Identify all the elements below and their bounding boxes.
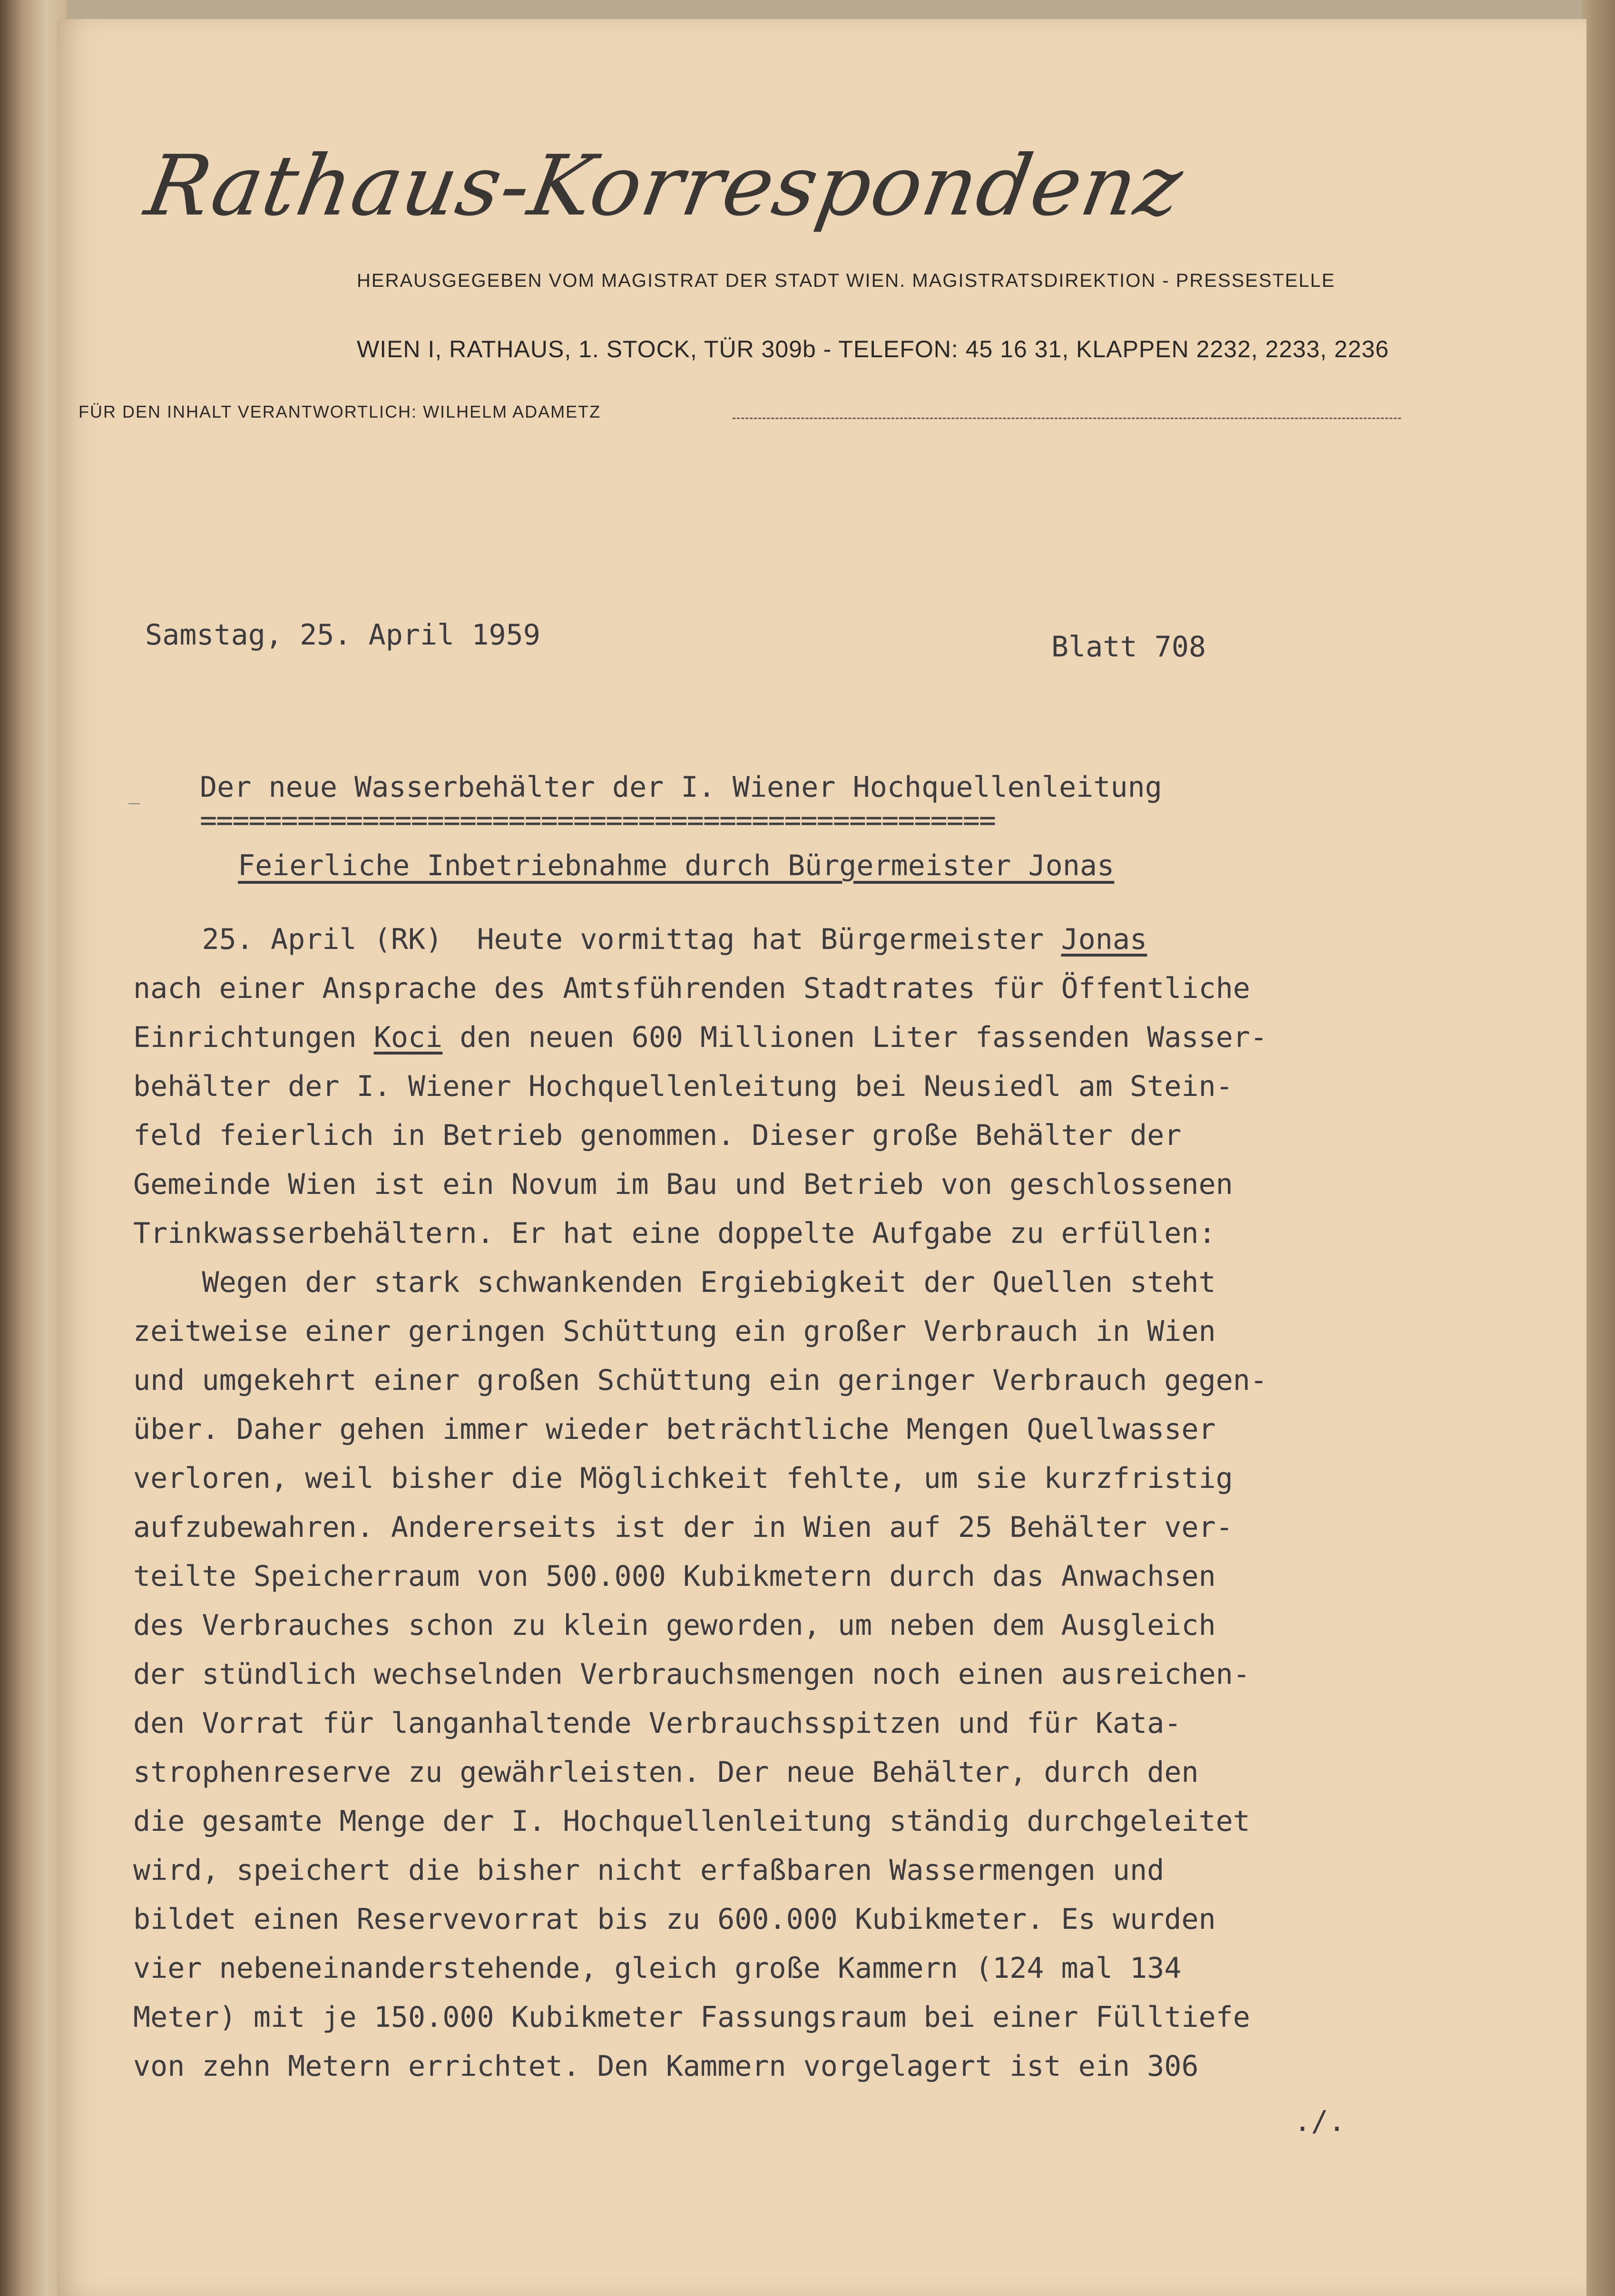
body-text: strophenreserve zu gewährleisten. Der neue Behälter, durch den [133, 1756, 1199, 1789]
body-text: der stündlich wechselnden Verbrauchsmengen noch einen ausreichen- [133, 1658, 1250, 1691]
body-line [133, 1315, 1216, 1348]
body-text: über. Daher gehen immer wieder beträchtliche Mengen Quellwasser [133, 1413, 1216, 1446]
body-text: zeitweise einer geringen Schüttung ein großer Verbrauch in Wien [133, 1315, 1216, 1348]
underlined-name: Jonas [1061, 923, 1147, 956]
body-text: verloren, weil bisher die Möglichkeit fehlte, um sie kurzfristig [133, 1462, 1233, 1495]
body-line [133, 1707, 1182, 1740]
body-line [133, 1903, 1216, 1936]
masthead-address: WIEN I, RATHAUS, 1. STOCK, TÜR 309b - TELEFON: 45 16 31, KLAPPEN 2232, 2233, 2236 [357, 336, 1389, 362]
sheet-number: Blatt 708 [1051, 630, 1206, 664]
body-line [133, 1560, 1216, 1593]
article-subheadline: Feierliche Inbetriebnahme durch Bürgermeister Jonas [238, 849, 1115, 882]
body-line [133, 1805, 1250, 1838]
masthead-responsible: FÜR DEN INHALT VERANTWORTLICH: WILHELM ADAMETZ [78, 402, 601, 421]
masthead-title: Rathaus-Korrespondenz [139, 138, 1190, 234]
body-text: von zehn Metern errichtet. Den Kammern vorgelagert ist ein 306 [133, 2050, 1199, 2083]
body-text: Einrichtungen [133, 1021, 374, 1054]
body-line [133, 923, 1147, 956]
body-text: bildet einen Reservevorrat bis zu 600.000 Kubikmeter. Es wurden [133, 1903, 1216, 1936]
body-text: des Verbrauches schon zu klein geworden, um neben dem Ausgleich [133, 1609, 1216, 1642]
body-line [133, 1462, 1233, 1495]
masthead-publisher: HERAUSGEGEBEN VOM MAGISTRAT DER STADT WIEN. MAGISTRATSDIREKTION - PRESSESTELLE [357, 270, 1336, 291]
book-edge-right [1582, 0, 1615, 2296]
body-text: Meter) mit je 150.000 Kubikmeter Fassungsraum bei einer Fülltiefe [133, 2001, 1250, 2034]
body-line [133, 1168, 1233, 1201]
body-text: wird, speichert die bisher nicht erfaßbaren Wassermengen und [133, 1854, 1165, 1887]
article-headline: Der neue Wasserbehälter der I. Wiener Hochquellenleitung [200, 771, 1162, 804]
body-text: den Vorrat für langanhaltende Verbrauchsspitzen und für Kata- [133, 1707, 1182, 1740]
body-line [133, 1217, 1216, 1250]
body-text: den neuen 600 Millionen Liter fassenden Wasser- [442, 1021, 1268, 1054]
body-text: die gesamte Menge der I. Hochquellenleitung ständig durchgeleitet [133, 1805, 1250, 1838]
document-page [57, 19, 1586, 2296]
body-text: feld feierlich in Betrieb genommen. Dieser große Behälter der [133, 1119, 1182, 1152]
body-line [133, 1952, 1182, 1985]
body-line [133, 1756, 1199, 1789]
body-line [133, 1021, 1267, 1054]
body-text: nach einer Ansprache des Amtsführenden Stadtrates für Öffentliche [133, 972, 1250, 1005]
book-gutter-left [0, 0, 67, 2296]
body-text: Gemeinde Wien ist ein Novum im Bau und Betrieb von geschlossenen [133, 1168, 1233, 1201]
body-line [133, 1364, 1267, 1397]
body-text: teilte Speicherraum von 500.000 Kubikmetern durch das Anwachsen [133, 1560, 1216, 1593]
body-text: behälter der I. Wiener Hochquellenleitung bei Neusiedl am Stein- [133, 1070, 1233, 1103]
body-text: vier nebeneinanderstehende, gleich große Kammern (124 mal 134 [133, 1952, 1182, 1985]
body-line [133, 1511, 1233, 1544]
date-line: Samstag, 25. April 1959 [145, 618, 540, 652]
body-line [133, 1609, 1216, 1642]
body-line [133, 972, 1250, 1005]
body-line [133, 2001, 1250, 2034]
body-line [133, 2050, 1199, 2083]
body-line [133, 1119, 1182, 1152]
headline-separator: ================================================= [200, 804, 996, 837]
body-text: aufzubewahren. Andererseits ist der in Wien auf 25 Behälter ver- [133, 1511, 1233, 1544]
continuation-mark: ./. [1294, 2105, 1346, 2138]
margin-mark: _ [128, 782, 140, 804]
body-text: Wegen der stark schwankenden Ergiebigkeit der Quellen steht [133, 1266, 1216, 1299]
body-text: und umgekehrt einer großen Schüttung ein geringer Verbrauch gegen- [133, 1364, 1268, 1397]
body-text: Trinkwasserbehältern. Er hat eine doppelte Aufgabe zu erfüllen: [133, 1217, 1216, 1250]
body-line [133, 1854, 1164, 1887]
body-line [133, 1413, 1216, 1446]
body-line [133, 1658, 1250, 1691]
body-line [133, 1070, 1233, 1103]
responsible-rule [733, 418, 1401, 419]
underlined-name: Koci [373, 1021, 443, 1054]
body-text: 25. April (RK) Heute vormittag hat Bürgermeister [133, 923, 1061, 956]
body-line [133, 1266, 1216, 1299]
